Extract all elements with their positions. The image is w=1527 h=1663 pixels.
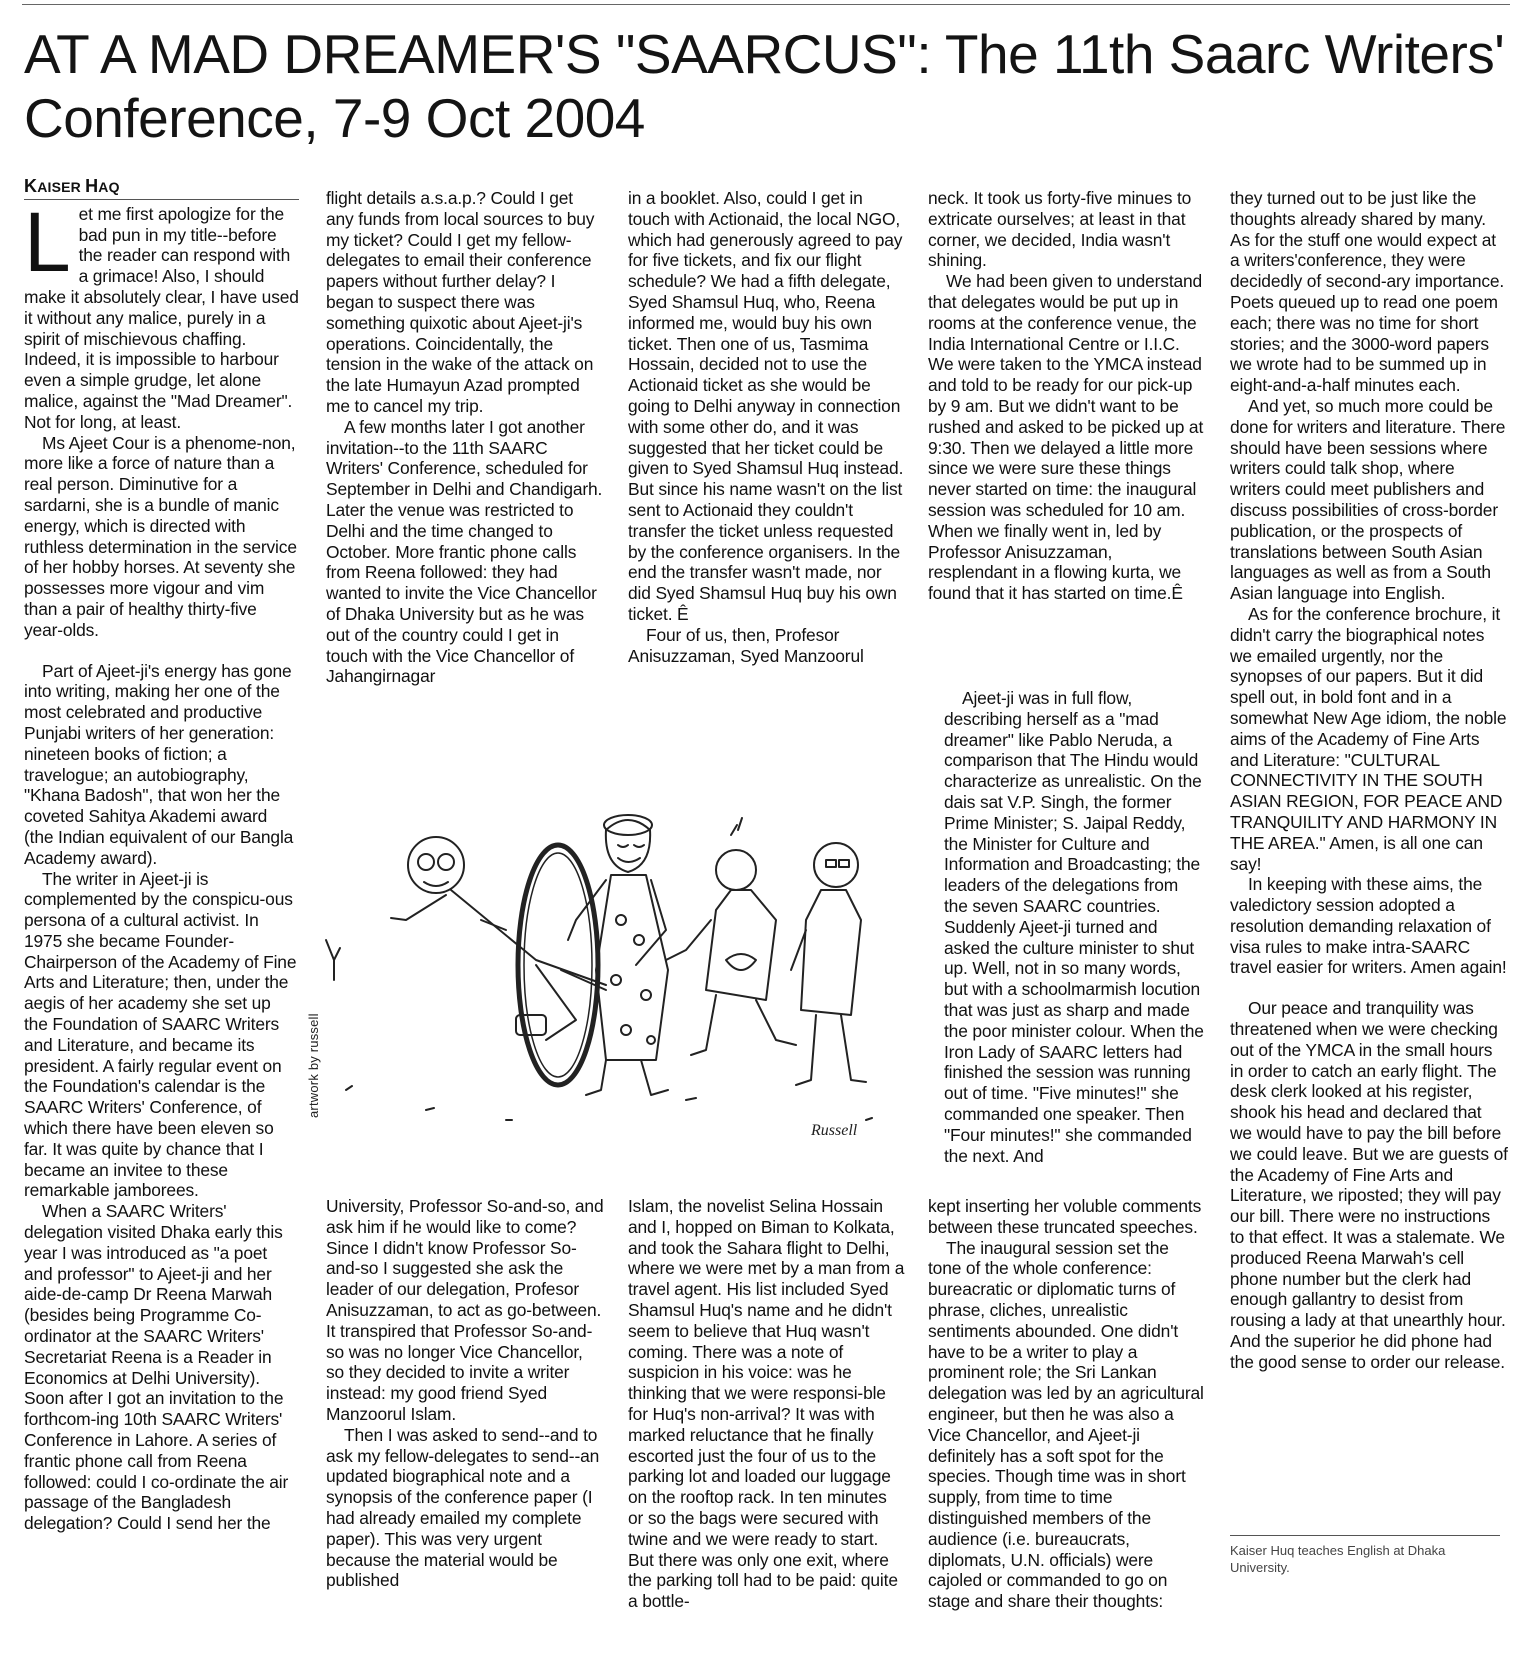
man-with-glasses-figure bbox=[791, 843, 866, 1085]
column-1 bbox=[24, 176, 299, 1534]
column-2-top bbox=[326, 188, 604, 687]
column-4-middle bbox=[944, 688, 1206, 1166]
byline: KAISER HAQ bbox=[24, 176, 299, 200]
paragraph: neck. It took us forty-five minues to extricate ourselves; at least in that corner, we decided, India wasn't shining. bbox=[928, 188, 1192, 271]
paragraph: The writer in Ajeet-ji is complemented by the conspicu-ous persona of a cultural activist. In 1975 she became Founder-Chairperson of the Academy of Fine Arts and Literature; then, under the aegis of her academy she set up the Foundation of SAARC Writers and Literature, and became its president. A fairly regular event on the Foundation's calendar is the SAARC Writers' Conference, of which there have been eleven so far. It was quite by chance that I became an invitee to these remarkable jamborees. bbox=[24, 868, 297, 1201]
column-4-bottom bbox=[928, 1196, 1206, 1612]
paragraph: flight details a.s.a.p.? Could I get any funds from local sources to buy my ticket? Could I get my fellow-delegates to email their conference papers without further delay? I began to suspect there was something quixotic about Ajeet-ji's operations. Coincidentally, the tension in the wake of the attack on the late Humayun Azad prompted me to cancel my trip. bbox=[326, 188, 595, 416]
paragraph: Ajeet-ji was in full flow, describing herself as a "mad dreamer" like Pablo Neruda, a comparison that The Hindu would characterize as unrealistic. On the dais sat V.P. Singh, the former Prime Minister; S. Jaipal Reddy, the Minister for Culture and Information and Broadcasting; the leaders of the delegations from the seven SAARC countries. Suddenly Ajeet-ji turned and asked the culture minister to shut up. Well, not in so many words, but with a schoolmarmish locution that was just as sharp and made the poor minister colour. When the Iron Lady of SAARC letters had finished the session was running out of time. "Five minutes!" she commanded one speaker. Then "Four minutes!" she commanded the next. And bbox=[944, 688, 1204, 1166]
paragraph: they turned out to be just like the thoughts already shared by many. As for the stuff one would expect at a writers'conference, they were decidedly of second-ary importance. Poets queued up to read one poem each; there was no time for short stories; and the 3000-word papers we wrote had to be summed up in eight-and-a-half minutes each. bbox=[1230, 188, 1505, 396]
artist-signature: Russell bbox=[811, 1122, 858, 1139]
paragraph: In keeping with these aims, the valedictory session adopted a resolution demanding relaxation of visa rules to make intra-SAARC travel easier for writers. Amen again! bbox=[1230, 874, 1507, 978]
paragraph: Four of us, then, Profesor Anisuzzaman, Syed Manzoorul bbox=[628, 624, 864, 666]
column-2-bottom bbox=[326, 1196, 604, 1591]
paragraph: Our peace and tranquility was threatened when we were checking out of the YMCA in the small hours in order to catch an early flight. The desk clerk looked at his register, shook his head and declared that we would have to pay the bill before we could leave. But we are guests of the Academy of Fine Arts and Literature, we riposted; they will pay our bill. There were no instructions to that effect. It was a stalemate. We produced Reena Marwah's cell phone number but the clerk had enough gallantry to desist from rousing a lady at that unearthly hour. And the superior he did phone had the good sense to order our release. bbox=[1230, 998, 1508, 1372]
headline: AT A MAD DREAMER'S "SAARCUS": The 11th Saarc Writers' Conference, 7-9 Oct 2004 bbox=[24, 23, 1505, 149]
paragraph: Part of Ajeet-ji's energy has gone into writing, making her one of the most celebrated and productive Punjabi writers of her generation: nineteen books of fiction; a travelogue; an autobiography, "Khana Badosh", that won her the coveted Sahitya Akademi award (the Indian equivalent of our Bangla Academy award). bbox=[24, 660, 294, 868]
jumping-man-figure bbox=[391, 837, 606, 1040]
paragraph: in a booklet. Also, could I get in touch with Actionaid, the local NGO, which had generously agreed to pay for five tickets, and fix our flight schedule? We had a fifth delegate, Syed Shamsul Huq, who, Reena informed me, would buy his own ticket. Then one of us, Tasmima Hossain, decided not to use the Actionaid ticket as she would be going to Delhi anyway in connection with some other do, and it was suggested that her ticket could be given to Syed Shamsul Huq instead. But since his name wasn't on the list sent to Actionaid they couldn't transfer the ticket unless requested by the conference organisers. In the end the transfer wasn't made, nor did Syed Shamsul Huq buy his own ticket. Ê bbox=[628, 188, 904, 624]
hoop bbox=[518, 845, 598, 1085]
paragraph: kept inserting her voluble comments between these truncated speeches. bbox=[928, 1196, 1202, 1237]
drop-cap: L bbox=[24, 194, 71, 289]
column-4-top bbox=[928, 188, 1206, 604]
man-with-bag-figure bbox=[666, 818, 796, 1055]
paragraph: We had been given to understand that delegates would be put up in rooms at the conference venue, the India International Centre or I.I.C. We were taken to the YMCA instead and told to be ready for our pick-up by 9 am. But we didn't want to be rushed and asked to be picked up at 9:30. Then we delayed a little more since we were sure these things never started on time: the inaugural session was scheduled for 10 am. When we finally went in, led by Professor Anisuzzaman, resplendant in a flowing kurta, we found that it has started on time.Ê bbox=[928, 271, 1204, 604]
paragraph: When a SAARC Writers' delegation visited Dhaka early this year I was introduced as "a poet and professor" to Ajeet-ji and her aide-de-camp Dr Reena Marwah (besides being Programme Co-ordinator at the SAARC Writers' Secretariat Reena is a Reader in Economics at Delhi University). Soon after I got an invitation to the forthcom-ing 10th SAARC Writers' Conference in Lahore. A series of frantic phone call from Reena followed: could I co-ordinate the air passage of the Bangladesh delegation? Could I send her the bbox=[24, 1201, 289, 1534]
paragraph: Then I was asked to send--and to ask my fellow-delegates to send--an updated biographical note and a synopsis of the conference paper (I had already emailed my complete paper). This was very urgent because the material would be published bbox=[326, 1424, 600, 1591]
paragraph: A few months later I got another invitation--to the 11th SAARC Writers' Conference, scheduled for September in Delhi and Chandigarh. Later the venue was restricted to Delhi and the time changed to October. More frantic phone calls from Reena followed: they had wanted to invite the Vice Chancellor of Dhaka University but as he was out of the country could I get in touch with the Vice Chancellor of Jahangirnagar bbox=[326, 416, 603, 687]
paragraph: University, Professor So-and-so, and ask him if he would like to come? Since I didn't know Professor So-and-so I suggested she ask the leader of our delegation, Profesor Anisuzzaman, to act as go-between. It transpired that Professor So-and-so was no longer Vice Chancellor, so they decided to invite a writer instead: my good friend Syed Manzoorul Islam. bbox=[326, 1196, 604, 1424]
artwork-credit: artwork by russell bbox=[306, 1013, 321, 1118]
author-footnote: Kaiser Huq teaches English at Dhaka University. bbox=[1230, 1535, 1500, 1576]
paragraph: And yet, so much more could be done for writers and literature. There should have been sessions where writers could talk shop, where writers could meet publishers and discuss possibilities of cross-border publication, or the prospects of translations between South Asian languages as well as from a South Asian language into English. bbox=[1230, 395, 1506, 604]
column-3-top bbox=[628, 188, 906, 666]
cartoon-illustration bbox=[306, 790, 924, 1145]
top-rule bbox=[22, 4, 1510, 5]
column-3-bottom bbox=[628, 1196, 906, 1612]
paragraph: Let me first apologize for the bad pun in my title--before the reader can respond with a grimace! Also, I should make it absolutely clear, I have used it without any malice, purely in a spirit of mischievous chaffing. Indeed, it is impossible to harbour even a simple grudge, let alone malice, against the "Mad Dreamer". Not for long, at least. bbox=[24, 194, 299, 432]
paragraph: The inaugural session set the tone of the whole conference: bureacratic or diplomatic turns of phrase, cliches, unrealistic sentiments abounded. One didn't have to be a writer to play a prominent role; the Sri Lankan delegation was led by an agricultural engineer, but then he was also a Vice Chancellor, and Ajeet-ji definitely has a soft spot for the species. Though time was in short supply, from time to time distinguished members of the audience (i.e. bureaucrats, diplomats, U.N. officials) were cajoled or commanded to go on stage and share their thoughts: bbox=[928, 1237, 1204, 1612]
paragraph: As for the conference brochure, it didn't carry the biographical notes we emailed urgently, nor the synopses of our papers. But it did spell out, in bold font and in a somewhat New Age idiom, the noble aims of the Academy of Fine Arts and Literature: "CULTURAL CONNECTIVITY IN THE SOUTH ASIAN REGION, FOR PEACE AND TRANQUILITY AND HARMONY IN THE AREA." Amen, is all one can say! bbox=[1230, 603, 1507, 874]
column-5 bbox=[1230, 188, 1508, 1373]
paragraph: Ms Ajeet Cour is a phenome-non, more like a force of nature than a real person. Diminutive for a sardarni, she is a bundle of manic energy, which is directed with ruthless determination in the service of her hobby horses. At seventy she possesses more vigour and vim than a pair of healthy thirty-five year-olds. bbox=[24, 432, 297, 640]
paragraph: Islam, the novelist Selina Hossain and I, hopped on Biman to Kolkata, and took the Sahara flight to Delhi, where we were met by a man from a travel agent. His list included Syed Shamsul Huq's name and he didn't seem to believe that Huq wasn't coming. There was a note of suspicion in his voice: was he thinking that we were responsi-ble for Huq's non-arrival? It was with marked reluctance that he finally escorted just the four of us to the parking lot and loaded our luggage on the rooftop rack. In ten minutes or so the bags were secured with twine and we were ready to start. But there was only one exit, where the parking toll had to be paid: quite a bottle- bbox=[628, 1196, 905, 1612]
